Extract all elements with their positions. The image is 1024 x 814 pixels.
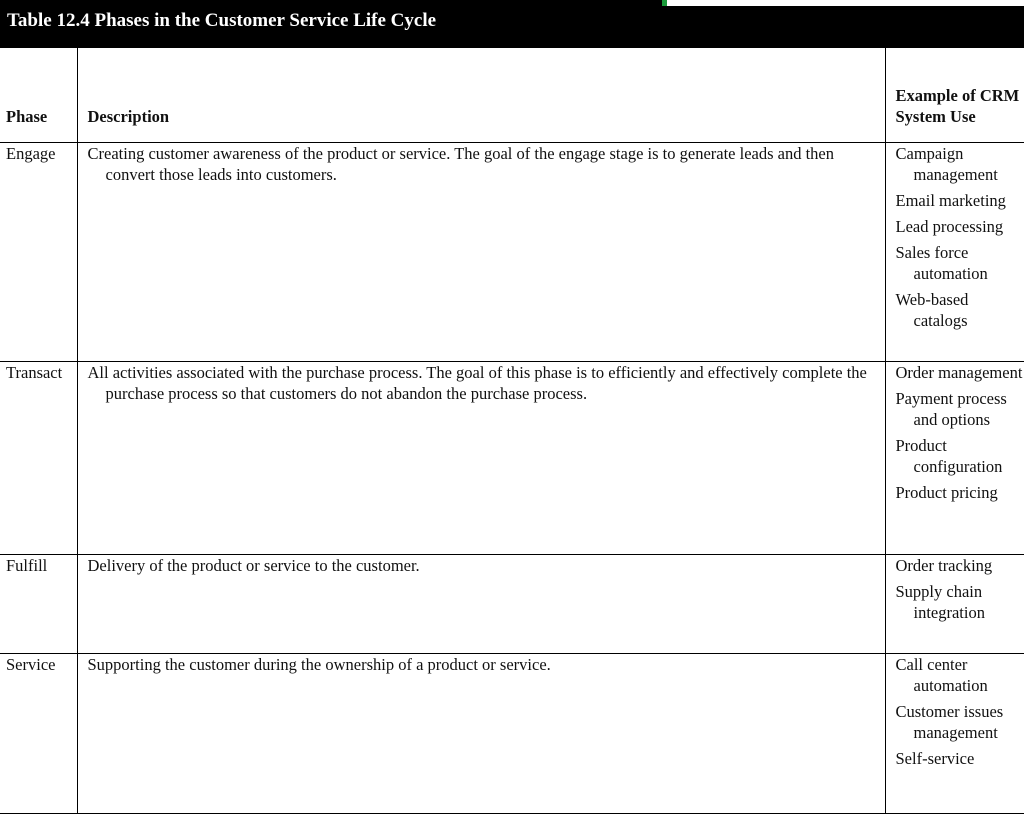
table-row — [0, 142, 1024, 361]
list-item: Order tracking — [896, 555, 1024, 576]
phase-cell: Fulfill — [0, 554, 77, 653]
example-list — [896, 654, 1024, 769]
example-list — [896, 362, 1024, 503]
title-bar-notch — [667, 0, 1024, 6]
table-row — [0, 653, 1024, 813]
list-item: Email marketing — [896, 190, 1024, 211]
list-item: Customer issues management — [896, 701, 1024, 743]
example-list — [896, 555, 1024, 623]
header-row — [0, 48, 1024, 142]
table-title-bar — [0, 0, 1024, 48]
list-item: Order management — [896, 362, 1024, 383]
example-cell — [885, 142, 1024, 361]
table-row — [0, 361, 1024, 554]
list-item: Campaign management — [896, 143, 1024, 185]
list-item: Self-service — [896, 748, 1024, 769]
list-item: Product pricing — [896, 482, 1024, 503]
description-cell — [77, 653, 885, 813]
header-example: Example of CRM System Use — [885, 48, 1024, 142]
example-cell — [885, 361, 1024, 554]
phase-cell: Transact — [0, 361, 77, 554]
header-phase: Phase — [0, 48, 77, 142]
list-item: Payment process and options — [896, 388, 1024, 430]
list-item: Product configuration — [896, 435, 1024, 477]
description-text: Creating customer awareness of the product or service. The goal of the engage stage is to generate leads and then convert those leads into customers. — [88, 143, 871, 185]
phase-cell: Service — [0, 653, 77, 813]
list-item: Supply chain integration — [896, 581, 1024, 623]
description-text: Delivery of the product or service to the customer. — [88, 555, 871, 576]
header-description: Description — [77, 48, 885, 142]
list-item: Call center automation — [896, 654, 1024, 696]
table-row — [0, 554, 1024, 653]
table-title: Table 12.4 Phases in the Customer Service Life Cycle — [7, 10, 436, 32]
example-cell — [885, 554, 1024, 653]
description-text: All activities associated with the purchase process. The goal of this phase is to efficiently and effectively complete the purchase process so that customers do not abandon the purchase process. — [88, 362, 871, 404]
description-cell — [77, 554, 885, 653]
list-item: Web-based catalogs — [896, 289, 1024, 331]
description-cell — [77, 361, 885, 554]
crm-phases-table — [0, 48, 1024, 814]
description-cell — [77, 142, 885, 361]
phase-cell: Engage — [0, 142, 77, 361]
example-list — [896, 143, 1024, 331]
description-text: Supporting the customer during the ownership of a product or service. — [88, 654, 871, 675]
list-item: Lead processing — [896, 216, 1024, 237]
example-cell — [885, 653, 1024, 813]
list-item: Sales force automation — [896, 242, 1024, 284]
